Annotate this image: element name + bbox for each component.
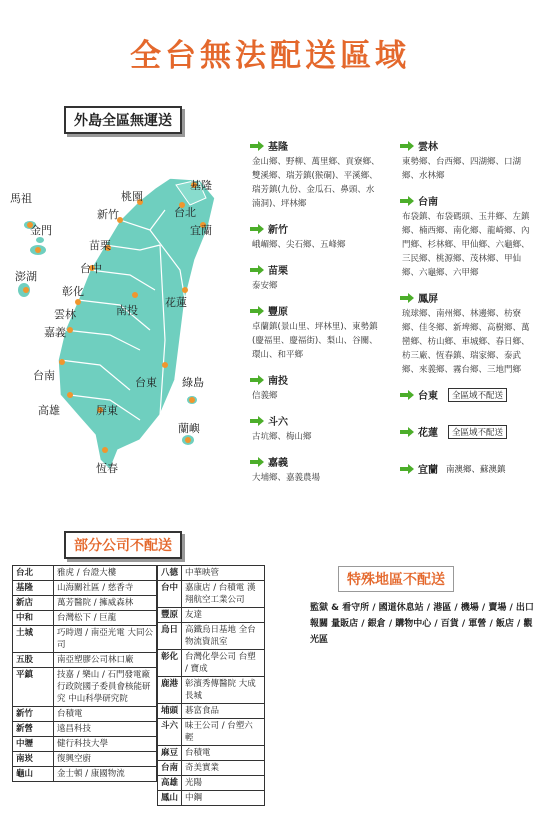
company-row [13,737,157,752]
region-hualien [400,424,535,439]
company-list: 友達 [182,608,265,623]
special-box: 特殊地區不配送 [338,566,454,592]
map-label-kinmen: 金門 [30,224,52,237]
green-arrow-icon [250,375,264,385]
region-body: 卓蘭鎮(景山里、坪林里)、東勢鎮(慶福里、慶福街)、梨山、谷關、環山、和平鄉 [252,322,378,360]
region-chiayi [250,454,380,485]
region-body: 峨嵋鄉、尖石鄉、五峰鄉 [252,240,346,250]
green-arrow-icon [400,390,414,400]
company-row [158,761,265,776]
partial-box: 部分公司不配送 [64,531,182,559]
region-body: 金山鄉、野柳、萬里鄉、貢寮鄉、雙溪鄉、瑞芳鎮(猴硐)、平溪鄉、瑞芳鎮(九份、金瓜石、鼻頭、水湳洞)、坪林鄉 [252,157,380,209]
region-list-left [250,138,400,485]
green-arrow-icon [250,416,264,426]
company-list: 彰濱秀傳醫院 大成長城 [182,677,265,704]
all-area-badge: 全區域不配送 [448,388,507,402]
company-area: 龜山 [13,767,54,782]
company-list: 技嘉 / 樂山 / 石門發電廠 行政院國子委員會核能研究 中山科學研究院 [54,668,157,707]
map-label-keelung: 基隆 [190,179,212,192]
company-area: 平鎮 [13,668,54,707]
company-row [158,608,265,623]
map-label-taoyuan: 桃園 [121,190,143,203]
company-row [13,707,157,722]
company-area: 新營 [13,722,54,737]
company-area: 鹿港 [158,677,182,704]
region-name: 苗栗 [268,266,288,277]
map-label-pingtung: 屏東 [96,404,118,417]
company-list: 金士頓 / 康國物流 [54,767,157,782]
region-name: 豐原 [268,307,288,318]
region-douliu [250,413,380,444]
map-label-miaoli: 苗栗 [89,239,111,252]
map-label-matsu: 馬祖 [10,192,32,205]
company-area: 台北 [13,566,54,581]
region-name: 新竹 [268,225,288,236]
green-arrow-icon [250,265,264,275]
company-list: 奇美實業 [182,761,265,776]
green-arrow-icon [250,306,264,316]
region-yilan [400,461,535,476]
company-list: 光陽 [182,776,265,791]
company-list: 巧時週 / 南亞光電 大同公司 [54,626,157,653]
region-tainan [400,193,530,280]
company-area: 麻豆 [158,746,182,761]
company-list: 萬芳醫院 / 擁威森林 [54,596,157,611]
special-text: 監獄 & 看守所 / 國道休息站 / 港區 / 機場 / 賣場 / 出口報關 量販店 / 銀倉 / 購物中心 / 百貨 / 軍營 / 飯店 / 觀光區 [310,603,534,645]
region-miaoli [250,262,380,293]
page-title: 全台無法配送區域 [130,38,410,74]
company-row [13,581,157,596]
company-area: 土城 [13,626,54,653]
region-name: 鳳屏 [418,294,438,305]
company-row [158,677,265,704]
company-row [13,752,157,767]
company-list: 台灣松下 / 巨龍 [54,611,157,626]
map-label-taitung: 台東 [135,376,157,389]
map-label-tainan: 台南 [33,369,55,382]
region-keelung [250,138,380,211]
map-label-yilan: 宜蘭 [190,224,212,237]
company-list: 味王公司 / 台塑六輕 [182,719,265,746]
green-arrow-icon [250,141,264,151]
region-body: 琉球鄉、南州鄉、林邊鄉、枋寮鄉、佳冬鄉、新埤鄉、高樹鄉、萬巒鄉、枋山鄉、車城鄉、春日鄉、枋三廠、恆春鎮、瑞家鄉、泰武鄉、來義鄉、霧台鄉、三地門鄉 [402,309,530,375]
green-arrow-icon [250,457,264,467]
all-area-badge: 全區域不配送 [448,425,507,439]
map-label-ludao: 綠島 [182,376,204,389]
company-row [158,704,265,719]
company-row [158,650,265,677]
green-arrow-icon [400,141,414,151]
region-name: 斗六 [268,417,288,428]
company-area: 埔頭 [158,704,182,719]
map-label-hsinchu: 新竹 [97,208,119,221]
company-row [13,653,157,668]
green-arrow-icon [400,293,414,303]
company-row [13,611,157,626]
company-list: 嘉康店 / 台積電 漢翔航空工業公司 [182,581,265,608]
map-label-hualien: 花蓮 [165,296,187,309]
company-area: 台中 [158,581,182,608]
partial-table-right [157,565,265,806]
company-area: 八德 [158,566,182,581]
map-label-taichung: 台中 [80,262,102,275]
company-row [13,566,157,581]
company-area: 台南 [158,761,182,776]
region-nantou [250,372,380,403]
map-label-changhua: 彰化 [62,285,84,298]
green-arrow-icon [400,427,414,437]
company-list: 山海關社區 / 慈香寺 [54,581,157,596]
region-name: 台南 [418,197,438,208]
company-row [13,668,157,707]
company-list: 復興空廚 [54,752,157,767]
partial-table-left [12,565,157,782]
company-row [158,776,265,791]
company-area: 鳳山 [158,791,182,806]
company-list: 台積電 [182,746,265,761]
islands-box: 外島全區無運送 [64,106,182,134]
region-name: 台東 [418,391,438,402]
region-body: 南澳鄉、蘇澳鎮 [446,464,506,475]
company-list: 高鐵烏日基地 全台物流資訊室 [182,623,265,650]
region-body: 布袋鎮、布袋碼頭、玉井鄉、左鎮鄉、楠西鄉、南化鄉、龍崎鄉、內門鄉、杉林鄉、甲仙鄉、六龜鄉、三民鄉、桃源鄉、茂林鄉、甲仙鄉、六龜鄉、六甲鄉 [402,212,530,278]
company-row [158,566,265,581]
company-area: 新竹 [13,707,54,722]
company-row [158,623,265,650]
company-area: 烏日 [158,623,182,650]
map-label-hengchun: 恆春 [96,462,118,475]
company-list: 健行科技大學 [54,737,157,752]
company-list: 雅虎 / 台證大樓 [54,566,157,581]
map-label-chiayi: 嘉義 [44,326,66,339]
company-row [13,626,157,653]
company-area: 豐原 [158,608,182,623]
company-list: 遠昌科技 [54,722,157,737]
map-label-kaohsiung: 高雄 [38,404,60,417]
region-body: 泰安鄉 [252,281,278,291]
region-name: 雲林 [418,142,438,153]
region-name: 花蓮 [418,428,438,439]
company-list: 台積電 [54,707,157,722]
region-list-right [400,138,535,476]
company-list: 南亞塑膠公司林口廠 [54,653,157,668]
region-name: 宜蘭 [418,465,438,476]
region-hsinchu [250,221,380,252]
company-row [13,767,157,782]
map-label-taipei: 台北 [174,206,196,219]
region-body: 古坑鄉、梅山鄉 [252,432,312,442]
company-area: 高雄 [158,776,182,791]
map-label-penghu: 澎湖 [15,270,37,283]
map-label-lanyu: 蘭嶼 [178,422,200,435]
map-label-yunlin: 雲林 [54,308,76,321]
region-name: 基隆 [268,142,288,153]
company-area: 斗六 [158,719,182,746]
region-fengyuan [250,303,380,362]
region-body: 東勢鄉、台西鄉、四湖鄉、口湖鄉、水林鄉 [402,157,522,181]
company-area: 基隆 [13,581,54,596]
green-arrow-icon [250,224,264,234]
region-body: 大埔鄉、嘉義農場 [252,473,321,483]
map-label-nantou: 南投 [116,304,138,317]
company-row [158,746,265,761]
company-area: 五股 [13,653,54,668]
region-taitung [400,387,535,402]
company-row [158,791,265,806]
company-list: 中鋼 [182,791,265,806]
region-fengping [400,290,530,377]
company-list: 台灣化學公司 台塑 / 寶成 [182,650,265,677]
region-yunlin [400,138,530,183]
company-area: 南崁 [13,752,54,767]
company-row [13,722,157,737]
region-body: 信義鄉 [252,391,278,401]
region-name: 南投 [268,376,288,387]
company-row [13,596,157,611]
company-list: 中華映管 [182,566,265,581]
company-area: 彰化 [158,650,182,677]
green-arrow-icon [400,196,414,206]
company-area: 新店 [13,596,54,611]
company-row [158,719,265,746]
company-area: 中壢 [13,737,54,752]
green-arrow-icon [400,464,414,474]
company-area: 中和 [13,611,54,626]
company-row [158,581,265,608]
company-list: 碁富食品 [182,704,265,719]
region-name: 嘉義 [268,458,288,469]
